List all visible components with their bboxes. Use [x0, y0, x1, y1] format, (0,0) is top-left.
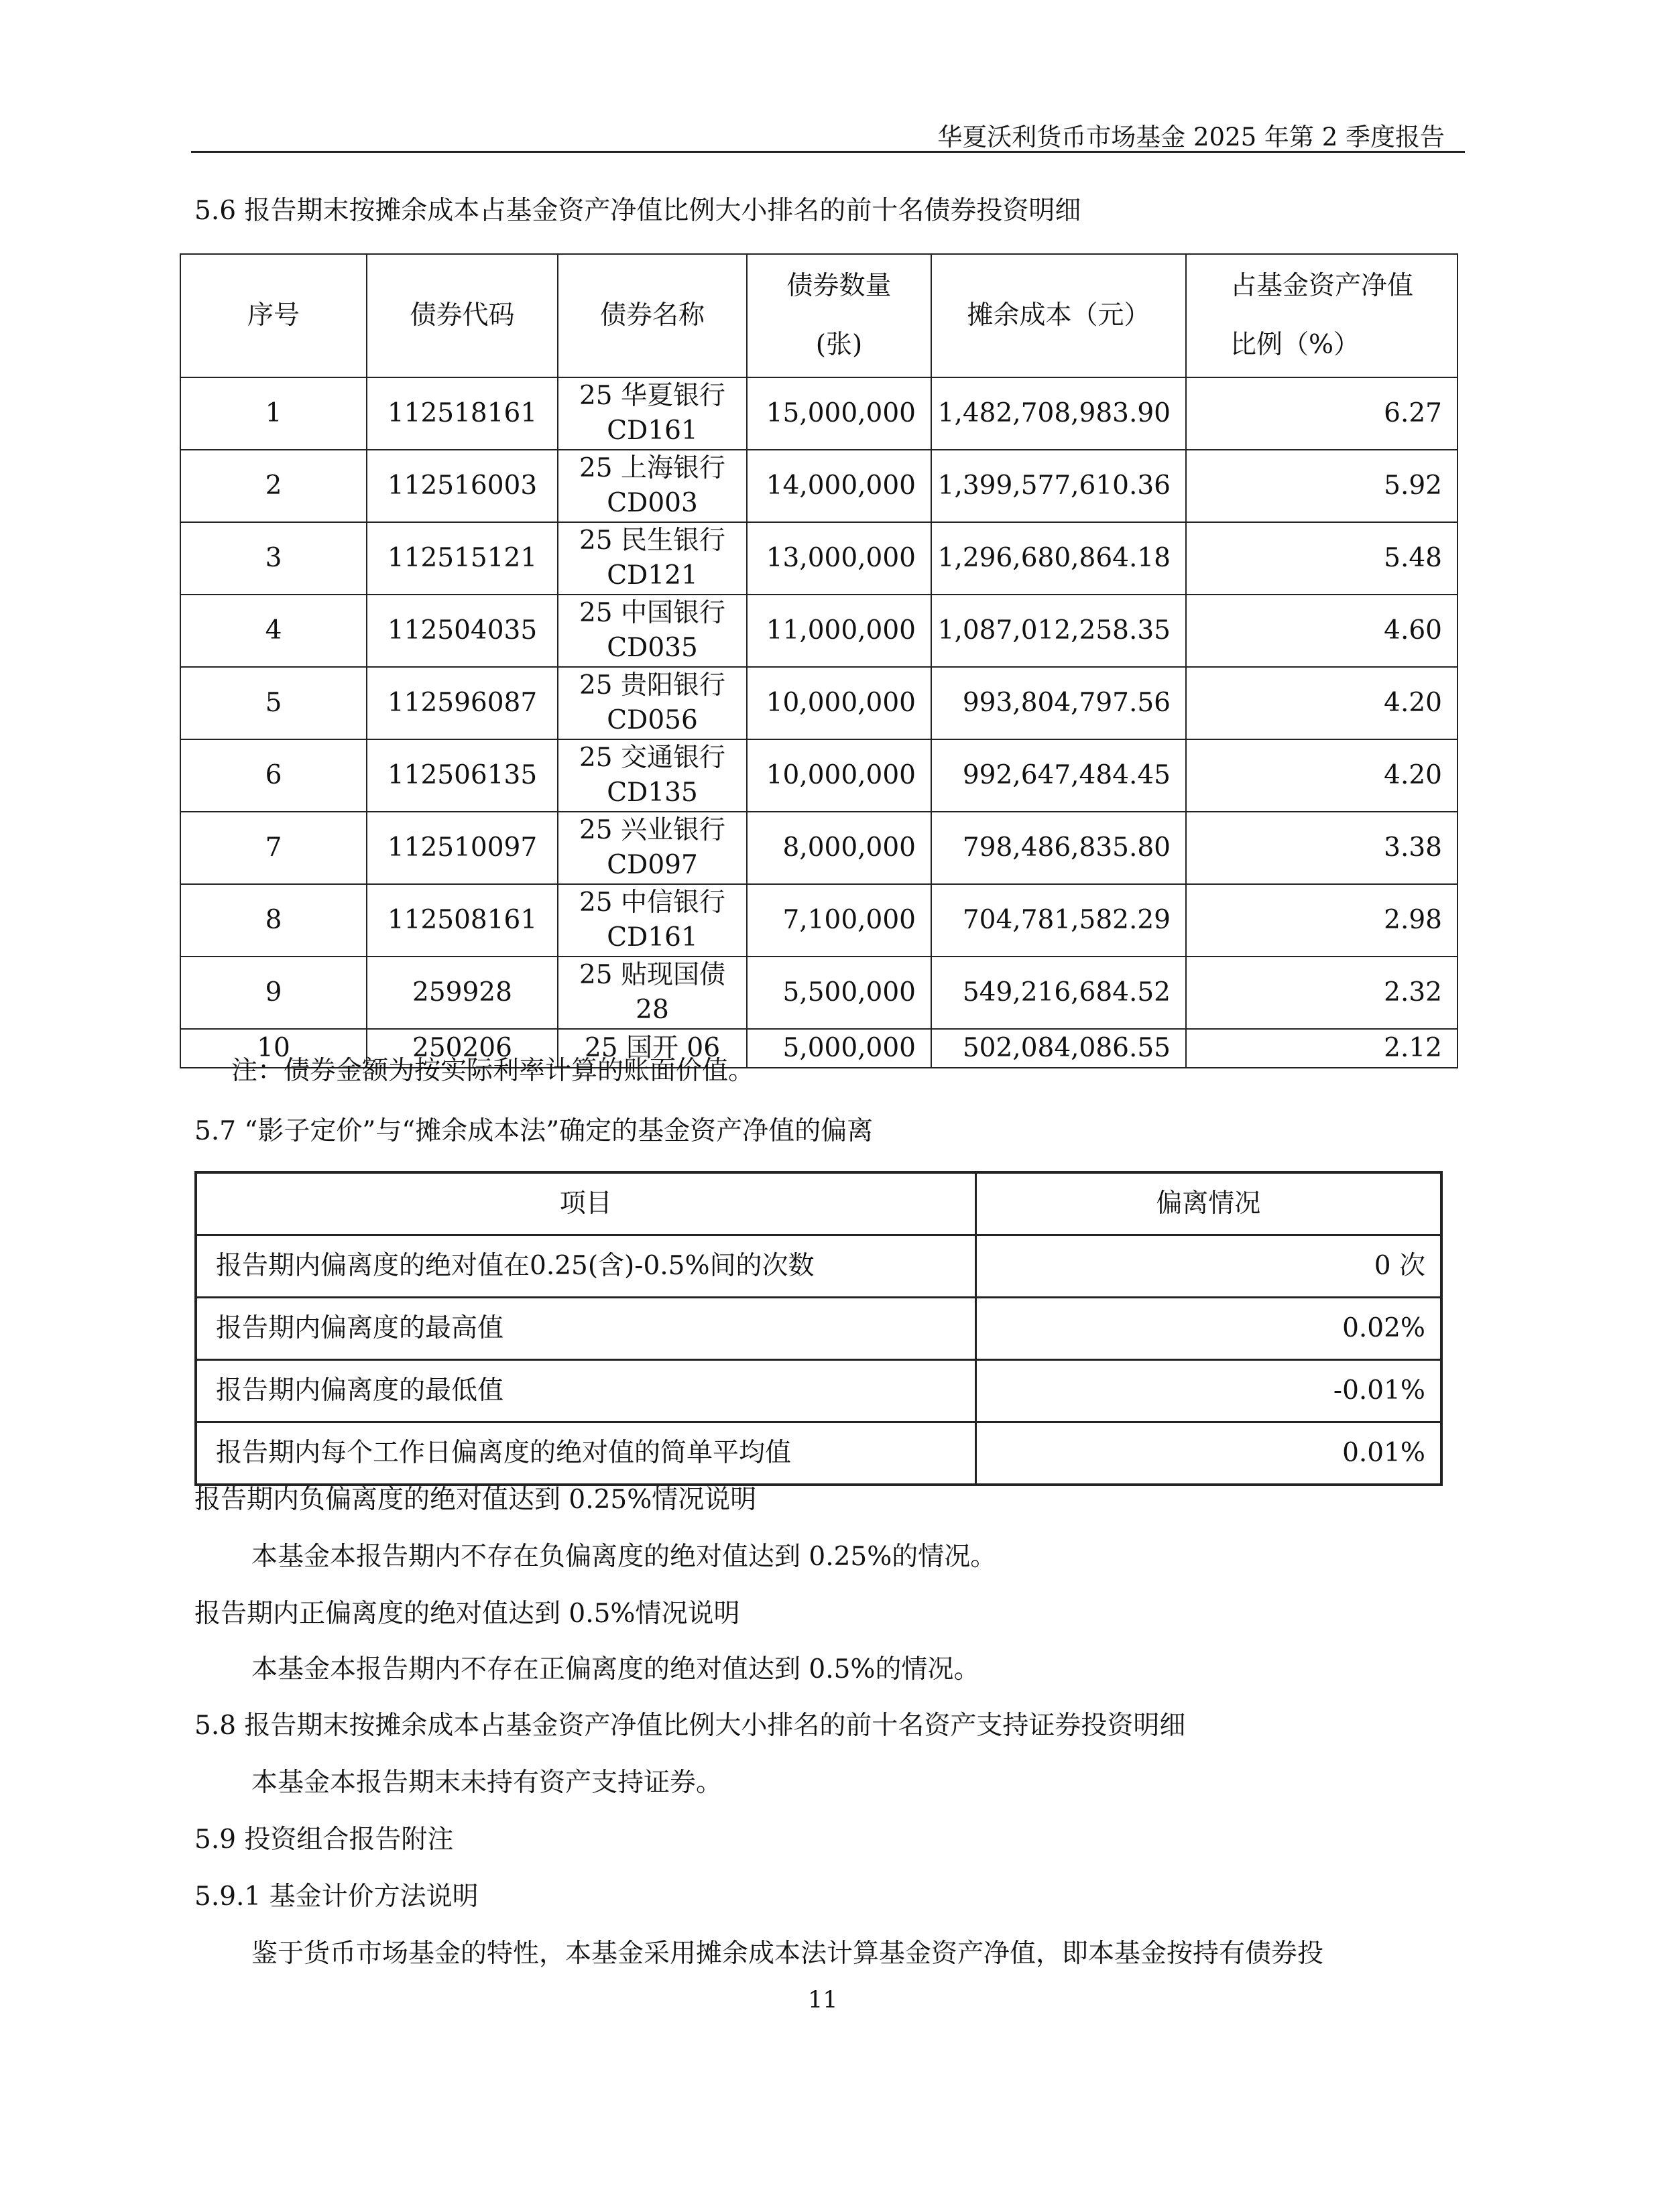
cell-value: 0 次 [975, 1235, 1441, 1298]
col-header-item: 项目 [196, 1172, 975, 1235]
cell-name-line2: CD161 [607, 416, 698, 446]
cell-name-line1: 25 兴业银行 [579, 815, 726, 845]
cell-item: 报告期内偏离度的最高值 [196, 1298, 975, 1360]
col-header-qty-line2: (张) [815, 330, 863, 360]
negative-deviation-body: 本基金本报告期内不存在负偏离度的绝对值达到 0.25%的情况。 [251, 1542, 997, 1572]
table-row [196, 1360, 1441, 1422]
cell-code: 112516003 [367, 450, 558, 522]
cell-value: 0.01% [975, 1422, 1441, 1485]
cell-qty: 5,500,000 [747, 957, 931, 1029]
cell-name [558, 667, 747, 739]
cell-cost: 993,804,797.56 [931, 667, 1186, 739]
cell-value: -0.01% [975, 1360, 1441, 1422]
cell-name-line1: 25 华夏银行 [579, 381, 726, 411]
section-5-8-heading: 5.8 报告期末按摊余成本占基金资产净值比例大小排名的前十名资产支持证券投资明细 [194, 1711, 1186, 1741]
cell-name [558, 812, 747, 884]
section-5-9-1-heading: 5.9.1 基金计价方法说明 [194, 1882, 479, 1912]
table-row [196, 1422, 1441, 1485]
cell-name-line1: 25 民生银行 [579, 526, 726, 556]
table-row [196, 1298, 1441, 1360]
col-header-qty [747, 254, 931, 377]
table-row [180, 957, 1457, 1029]
positive-deviation-title: 报告期内正偏离度的绝对值达到 0.5%情况说明 [194, 1599, 740, 1629]
table-row [180, 739, 1457, 812]
cell-name-line2: CD003 [607, 488, 698, 518]
table-row [180, 450, 1457, 522]
cell-qty: 11,000,000 [747, 595, 931, 667]
table-header-row [180, 254, 1457, 377]
cell-name-line2: CD097 [607, 850, 698, 880]
table-row [180, 884, 1457, 957]
cell-seq: 10 [180, 1029, 367, 1068]
cell-name [558, 522, 747, 595]
cell-name-line1: 25 贵阳银行 [579, 670, 726, 700]
cell-seq: 4 [180, 595, 367, 667]
bond-holdings-table [180, 253, 1458, 1068]
page-number: 11 [808, 1987, 838, 2014]
col-header-deviation: 偏离情况 [975, 1172, 1441, 1235]
section-5-9-heading: 5.9 投资组合报告附注 [194, 1825, 454, 1855]
cell-seq: 9 [180, 957, 367, 1029]
cell-name: 25 国开 06 [558, 1029, 747, 1068]
cell-name-line1: 25 贴现国债 [579, 960, 726, 990]
col-header-seq: 序号 [180, 254, 367, 377]
cell-item: 报告期内偏离度的最低值 [196, 1360, 975, 1422]
cell-pct: 4.20 [1186, 739, 1457, 812]
cell-item: 报告期内偏离度的绝对值在0.25(含)-0.5%间的次数 [196, 1235, 975, 1298]
cell-name-line2: 28 [636, 995, 669, 1025]
section-5-7-heading: 5.7 “影子定价”与“摊余成本法”确定的基金资产净值的偏离 [194, 1116, 874, 1146]
cell-name-line1: 25 交通银行 [579, 743, 726, 773]
cell-value: 0.02% [975, 1298, 1441, 1360]
cell-qty: 15,000,000 [747, 377, 931, 450]
cell-code: 259928 [367, 957, 558, 1029]
cell-cost: 1,087,012,258.35 [931, 595, 1186, 667]
col-header-pct-line2: 比例（%） [1230, 330, 1360, 360]
cell-name [558, 884, 747, 957]
cell-pct: 5.92 [1186, 450, 1457, 522]
cell-qty: 14,000,000 [747, 450, 931, 522]
cell-cost: 1,482,708,983.90 [931, 377, 1186, 450]
cell-code: 112596087 [367, 667, 558, 739]
positive-deviation-body: 本基金本报告期内不存在正偏离度的绝对值达到 0.5%的情况。 [251, 1654, 980, 1684]
cell-code: 112506135 [367, 739, 558, 812]
section-5-9-1-body: 鉴于货币市场基金的特性，本基金采用摊余成本法计算基金资产净值，即本基金按持有债券投 [251, 1939, 1324, 1969]
cell-qty: 10,000,000 [747, 667, 931, 739]
cell-seq: 1 [180, 377, 367, 450]
cell-seq: 7 [180, 812, 367, 884]
cell-name [558, 450, 747, 522]
cell-name-line1: 25 中国银行 [579, 598, 726, 628]
cell-item: 报告期内每个工作日偏离度的绝对值的简单平均值 [196, 1422, 975, 1485]
cell-seq: 5 [180, 667, 367, 739]
negative-deviation-title: 报告期内负偏离度的绝对值达到 0.25%情况说明 [194, 1485, 757, 1515]
cell-pct: 3.38 [1186, 812, 1457, 884]
cell-pct: 5.48 [1186, 522, 1457, 595]
cell-qty: 10,000,000 [747, 739, 931, 812]
cell-cost: 1,399,577,610.36 [931, 450, 1186, 522]
section-5-6-heading: 5.6 报告期末按摊余成本占基金资产净值比例大小排名的前十名债券投资明细 [194, 196, 1081, 226]
col-header-cost: 摊余成本（元） [931, 254, 1186, 377]
cell-seq: 2 [180, 450, 367, 522]
cell-qty: 13,000,000 [747, 522, 931, 595]
table-row [180, 595, 1457, 667]
cell-name-line2: CD056 [607, 705, 698, 735]
cell-cost: 549,216,684.52 [931, 957, 1186, 1029]
table-header-row [196, 1172, 1441, 1235]
page-header [191, 114, 1465, 153]
table-row [180, 522, 1457, 595]
cell-pct: 4.60 [1186, 595, 1457, 667]
header-title: 华夏沃利货币市场基金 2025 年第 2 季度报告 [937, 123, 1445, 151]
cell-pct: 4.20 [1186, 667, 1457, 739]
cell-pct: 2.12 [1186, 1029, 1457, 1068]
table-row [180, 377, 1457, 450]
cell-seq: 6 [180, 739, 367, 812]
cell-cost: 502,084,086.55 [931, 1029, 1186, 1068]
col-header-code: 债券代码 [367, 254, 558, 377]
cell-name-line2: CD161 [607, 922, 698, 953]
table-row [180, 667, 1457, 739]
cell-seq: 8 [180, 884, 367, 957]
cell-name-line2: CD035 [607, 633, 698, 663]
cell-name-line2: CD135 [607, 778, 698, 808]
table-row [180, 812, 1457, 884]
cell-name [558, 739, 747, 812]
cell-cost: 1,296,680,864.18 [931, 522, 1186, 595]
cell-name [558, 595, 747, 667]
cell-name-line1: 25 上海银行 [579, 453, 726, 483]
cell-code: 112518161 [367, 377, 558, 450]
col-header-name: 债券名称 [558, 254, 747, 377]
col-header-pct [1186, 254, 1457, 377]
cell-name [558, 957, 747, 1029]
col-header-qty-line1: 债券数量 [786, 271, 892, 301]
cell-code: 250206 [367, 1029, 558, 1068]
cell-name-line1: 25 中信银行 [579, 887, 726, 918]
cell-pct: 6.27 [1186, 377, 1457, 450]
section-5-8-body: 本基金本报告期末未持有资产支持证券。 [251, 1768, 723, 1798]
cell-code: 112504035 [367, 595, 558, 667]
cell-qty: 8,000,000 [747, 812, 931, 884]
cell-code: 112510097 [367, 812, 558, 884]
cell-code: 112515121 [367, 522, 558, 595]
col-header-pct-line1: 占基金资产净值 [1230, 271, 1413, 301]
cell-cost: 704,781,582.29 [931, 884, 1186, 957]
cell-qty: 7,100,000 [747, 884, 931, 957]
cell-name-line2: CD121 [607, 560, 698, 591]
cell-seq: 3 [180, 522, 367, 595]
cell-name [558, 377, 747, 450]
cell-cost: 798,486,835.80 [931, 812, 1186, 884]
cell-cost: 992,647,484.45 [931, 739, 1186, 812]
deviation-table [194, 1171, 1443, 1486]
cell-pct: 2.32 [1186, 957, 1457, 1029]
cell-code: 112508161 [367, 884, 558, 957]
table-note: 注：债券金额为按实际利率计算的账面价值。 [231, 1056, 755, 1086]
cell-pct: 2.98 [1186, 884, 1457, 957]
table-row [196, 1235, 1441, 1298]
cell-qty: 5,000,000 [747, 1029, 931, 1068]
